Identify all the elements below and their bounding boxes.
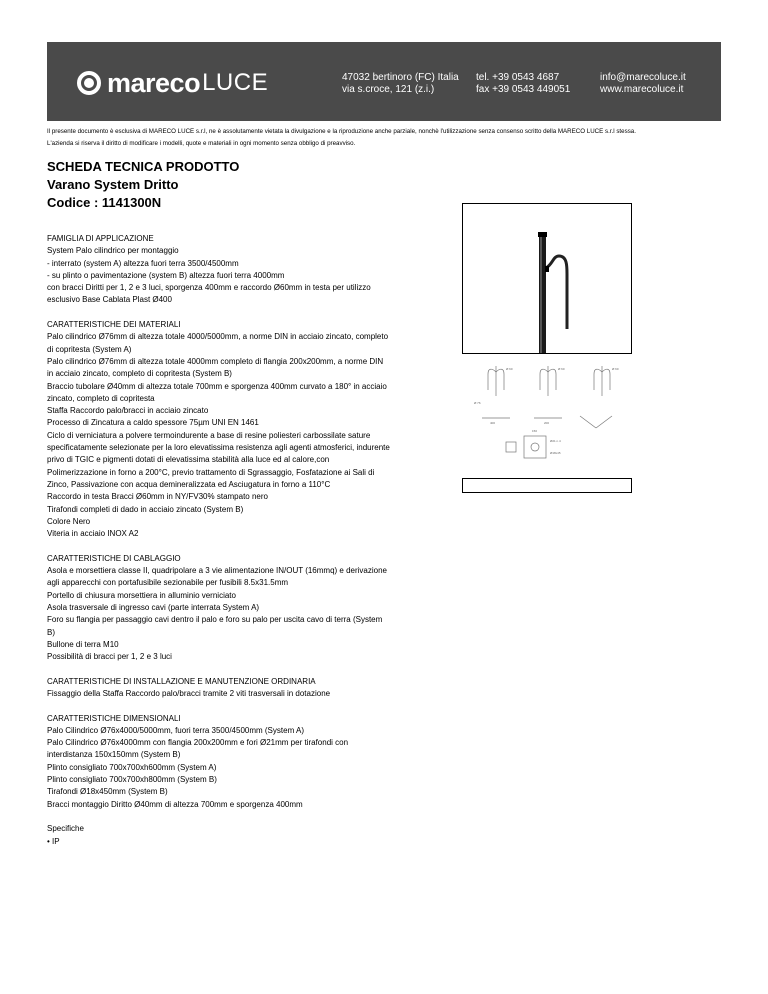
spec-line: - su plinto o pavimentazione (system B) altezza fuori terra 4000mm: [47, 270, 285, 280]
fax-line: fax +39 0543 449051: [476, 84, 571, 95]
brand-name: mareco: [107, 67, 201, 98]
spec-line: System Palo cilindrico per montaggio: [47, 246, 179, 256]
spec-line: Palo Cilindrico Ø76x4000/5000mm, fuori terra 3500/4500mm (System A): [47, 725, 305, 735]
spec-line: privo di TGIC e pigmenti dotati di elevatissima stabilità alla luce ed al calore,con: [47, 455, 330, 465]
spec-line: di copritesta (System A): [47, 344, 132, 354]
spec-line: interdistanza 150x150mm (System B): [47, 750, 181, 760]
specification-body: [47, 233, 435, 860]
address-block: [342, 72, 459, 96]
spec-line: Braccio tubolare Ø40mm di altezza totale 700mm e sporgenza 400mm curvato a 180° in acciaio: [47, 381, 387, 391]
spec-line: con bracci Diritti per 1, 2 e 3 luci, sporgenza 400mm e raccordo Ø60mm in testa per utilizzo: [47, 283, 371, 293]
spec-line: Colore Nero: [47, 516, 91, 526]
spec-section: [47, 823, 435, 848]
section-heading: CARATTERISTICHE DI INSTALLAZIONE E MANUTENZIONE ORDINARIA: [47, 676, 316, 686]
pole-photo: [463, 204, 631, 353]
spec-line: Palo cilindrico Ø76mm di altezza totale 4000/5000mm, a norme DIN in acciaio zincato, completo: [47, 332, 389, 342]
spec-line: Plinto consigliato 700x700xh600mm (System A): [47, 762, 217, 772]
section-heading: FAMIGLIA DI APPLICAZIONE: [47, 234, 154, 243]
spec-line: Raccordo in testa Bracci Ø60mm in NY/FV30% stampato nero: [47, 492, 268, 502]
spec-line: zincato, completo di copritesta: [47, 393, 155, 403]
email-link[interactable]: info@marecoluce.it: [600, 72, 686, 83]
drawing-frame-bar: [462, 478, 632, 493]
spec-line: Viteria in acciaio INOX A2: [47, 529, 139, 539]
address-line: via s.croce, 121 (z.i.): [342, 84, 435, 95]
spec-line: agli apparecchi con portafusibile sezionabile per fusibili 8.5x31.5mm: [47, 578, 289, 588]
spec-line: in acciaio zincato, completo di copritesta (System B): [47, 369, 232, 379]
spec-section: [47, 233, 435, 307]
product-image: [462, 203, 632, 354]
spec-line: Palo cilindrico Ø76mm di altezza totale 4000mm completo di flangia 200x200mm, a norme DIN: [47, 356, 384, 366]
spec-line: B): [47, 627, 55, 637]
phone-line: tel. +39 0543 4687: [476, 72, 560, 83]
spec-line: Polimerizzazione in forno a 200°C, previo trattamento di Sgrassaggio, Fosfatazione ai Sali di: [47, 467, 375, 477]
drawing-label: 400: [490, 421, 496, 425]
spec-section: [47, 676, 435, 701]
section-heading: CARATTERISTICHE DI CABLAGGIO: [47, 553, 181, 563]
technical-drawing: [462, 360, 632, 460]
spec-section: [47, 319, 435, 540]
spec-line: Portello di chiusura morsettiera in alluminio verniciato: [47, 590, 236, 600]
section-heading: Specifiche: [47, 824, 84, 834]
section-heading: CARATTERISTICHE DIMENSIONALI: [47, 713, 181, 723]
spec-section: [47, 553, 435, 664]
spec-line: Staffa Raccordo palo/bracci in acciaio zincato: [47, 406, 209, 416]
disclaimer-line: L'azienda si riserva il diritto di modificare i modelli, quote e materiali in ogni momento senza obbligo di preavviso.: [47, 140, 356, 147]
spec-line: Asola trasversale di ingresso cavi (parte interrata System A): [47, 602, 260, 612]
header-bar: [47, 42, 721, 121]
spec-line: esclusivo Base Cablata Plast Ø400: [47, 295, 172, 305]
spec-line: Foro su flangia per passaggio cavi dentro il palo e foro su palo per uscita cavo di terra (System: [47, 615, 383, 625]
drawing-label: 150: [532, 429, 538, 433]
drawing-label: 200: [544, 421, 550, 425]
website-link[interactable]: www.marecoluce.it: [600, 84, 684, 95]
spec-line: Zinco, Passivazione con acqua demineralizzata ed Asciugatura in forno a 110°C: [47, 479, 331, 489]
drawing-label: Ø21 n.4: [550, 439, 561, 443]
spec-line: Tirafondi Ø18x450mm (System B): [47, 787, 168, 797]
product-code: Codice : 1141300N: [47, 195, 162, 210]
web-block: [600, 72, 686, 96]
disclaimer-line: Il presente documento è esclusiva di MARECO LUCE s.r.l, ne è assolutamente vietata la divulgazione e la riproduzione anche parziale, nonchè l'utilizzazione senza consenso scritto della MARECO LUCE s.r.l stessa.: [47, 128, 636, 135]
spec-line: Fissaggio della Staffa Raccordo palo/bracci tramite 2 viti trasversali in dotazione: [47, 688, 331, 698]
product-name: Varano System Dritto: [47, 177, 179, 192]
spec-line: Tirafondi completi di dado in acciaio zincato (System B): [47, 504, 244, 514]
spec-section: [47, 713, 435, 811]
spec-line: Bracci montaggio Diritto Ø40mm di altezza 700mm e sporgenza 400mm: [47, 799, 303, 809]
drawing-label: Ø 76: [474, 401, 481, 405]
spec-line: Plinto consigliato 700x700xh800mm (System B): [47, 775, 217, 785]
phone-block: [476, 72, 570, 96]
spec-line: Bullone di terra M10: [47, 639, 119, 649]
address-line: 47032 bertinoro (FC) Italia: [342, 72, 459, 83]
section-heading: CARATTERISTICHE DEI MATERIALI: [47, 320, 181, 330]
spec-line: Ciclo di verniciatura a polvere termoindurente a base di resine poliesteri carbossilate sature: [47, 430, 371, 440]
spec-line: Possibilità di bracci per 1, 2 e 3 luci: [47, 652, 172, 662]
drawing-label: Ø 60: [506, 367, 513, 371]
drawing-label: Ø 60: [612, 367, 619, 371]
spec-line: • IP: [47, 836, 60, 846]
spec-line: Processo di Zincatura a caldo spessore 75µm UNI EN 1461: [47, 418, 259, 428]
drawing-label: Ø18x45: [550, 451, 561, 455]
spec-line: Palo Cilindrico Ø76x4000mm con flangia 200x200mm e fori Ø21mm per tirafondi con: [47, 738, 349, 748]
mareco-logo: [77, 68, 268, 98]
document-title: [47, 158, 239, 212]
brand-suffix: LUCE: [202, 69, 269, 96]
spec-line: - interrato (system A) altezza fuori terra 3500/4500mm: [47, 258, 239, 268]
drawing-label: Ø 60: [558, 367, 565, 371]
logo-circle-icon: [77, 71, 101, 95]
spec-line: specificatamente selezionate per la loro elevatissima resistenza agli agenti atmosferici, indurente: [47, 443, 390, 453]
disclaimer: [47, 126, 727, 150]
spec-line: Asola e morsettiera classe II, quadripolare a 3 vie alimentazione IN/OUT (16mmq) e derivazione: [47, 566, 388, 576]
sheet-title: SCHEDA TECNICA PRODOTTO: [47, 159, 240, 174]
